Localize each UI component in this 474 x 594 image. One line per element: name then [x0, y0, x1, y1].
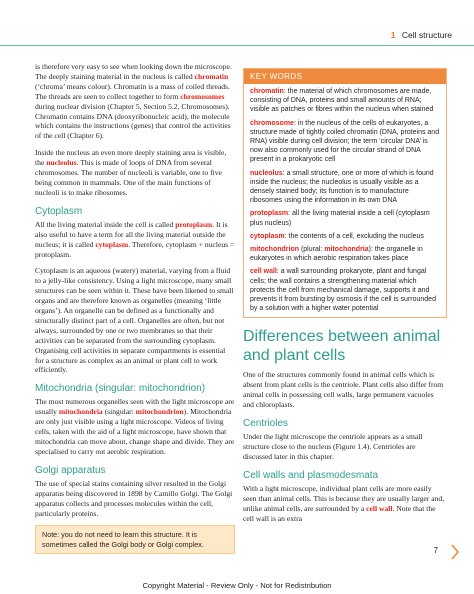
keyword-nucleolus: nucleolus: [46, 158, 77, 168]
keyword-cell-wall: cell wall: [366, 503, 393, 513]
heading-cytoplasm: Cytoplasm: [35, 205, 83, 217]
heading-mitochondria: Mitochondria (singular: mitochondrion): [35, 383, 206, 395]
chapter-number: 1: [390, 30, 396, 40]
paragraph-organelles: Cytoplasm is an aqueous (watery) material, varying from a fluid to a jelly-like consistency. Using a light microscope, many small structures can be seen within it. These have been likened to small organs and are therefore known as organelles (meaning ‘little organs’). An organelle can be defined as a functionally and structurally distinct part of a cell. Organelles are often, but not always, surrounded by one or two membranes so that their activities can be separated from the surrounding cytoplasm. Organising cell activities in separate compartments is essential for a structure as complex as an animal or plant cell to work efficiently.: [35, 266, 234, 375]
right-column: [243, 68, 445, 523]
page-number: 7: [433, 546, 438, 555]
note-label: Note:: [42, 530, 60, 540]
heading-differences: Differences between animal and plant cells: [243, 328, 441, 365]
keyword-entry: chromatin: the material of which chromosomes are made, consisting of DNA, proteins and small amounts of RNA; visible as patches or fibres within the nucleus when stained: [250, 88, 434, 114]
paragraph-cell-walls: With a light microscope, individual plant cells are more easily seen than animal cells. This is because they are usually larger and, unlike animal cells, are surrounded by a cell wall. Note that the cell wall is an extra: [243, 483, 445, 523]
paragraph-nucleolus: Inside the nucleus an even more deeply staining area is visible, the nucleolus. This is made of loops of DNA from several chromosomes. The number of nucleoli is variable, one to five being common in mammals. One of the main functions of nucleoli is to make ribosomes.: [35, 148, 227, 197]
chevron-right-icon[interactable]: [450, 544, 460, 560]
keyword-entry: protoplasm: all the living material inside a cell (cytoplasm plus nucleus): [250, 210, 430, 227]
paragraph-protoplasm: All the living material inside the cell is called protoplasm. It is also useful to have a term for all the living material outside the nucleus; it is called cytoplasm. Therefore, cytoplasm + nucleus = protoplasm.: [35, 219, 235, 259]
keyword-entry: cytoplasm: the contents of a cell, excluding the nucleus: [250, 232, 424, 240]
keyword-entry: mitochondrion (plural: mitochondria): the organelle in eukaryotes in which aerobic respiration takes place: [250, 246, 423, 263]
keyword-entry: chromosome: in the nucleus of the cells of eukaryotes, a structure made of tightly coiled chromatin (DNA, proteins and RNA) visible during cell division; the term ‘circular DNA’ is now also commonly used for the circular strand of DNA present in a prokaryotic cell: [250, 119, 440, 164]
keyword-protoplasm: protoplasm: [175, 219, 213, 229]
keyword-chromatin: chromatin: [194, 71, 229, 81]
keyword-mitochondria: mitochondria: [58, 407, 103, 417]
keyword-cytoplasm: cytoplasm: [95, 239, 129, 249]
note-box: Note: you do not need to learn this structure. It is sometimes called the Golgi body or Golgi complex.: [35, 525, 235, 554]
running-header: [391, 30, 452, 40]
heading-golgi: Golgi apparatus: [35, 464, 106, 476]
paragraph-centrioles: Under the light microscope the centriole appears as a small structure close to the nucleus (Figure 1.4). Centrioles are discussed later in this chapter.: [243, 432, 423, 461]
key-words-box: [243, 68, 447, 318]
copyright-footer: Copyright Material - Review Only - Not for Redistribution: [142, 581, 332, 590]
heading-centrioles: Centrioles: [243, 418, 289, 430]
key-words-title: KEY WORDS: [244, 69, 446, 84]
paragraph-mitochondria: The most numerous organelles seen with the light microscope are usually mitochondria (singular: mitochondrion). Mitochondria are only just visible using a light microscope. Videos of living cells, taken with the aid of a light microscope, have shown that mitochondria can move about, change shape and divide. They are specialised to carry out aerobic respiration.: [35, 397, 235, 456]
keyword-mitochondrion: mitochondrion: [135, 407, 184, 417]
heading-cell-walls: Cell walls and plasmodesmata: [243, 469, 379, 481]
keyword-chromosomes: chromosomes: [180, 91, 225, 101]
header-rule: [0, 45, 474, 46]
paragraph-differences: One of the structures commonly found in animal cells which is absent from plant cells is the centriole. Plant cells also differ from animal cells in possessing cell walls, large permanent vacuoles and chloroplasts.: [243, 370, 444, 410]
keyword-entry: cell wall: a wall surrounding prokaryote, plant and fungal cells; the wall contains a strengthening material which protects the cell from mechanical damage, supports it and prevents it from bursting by osmosis if the cell is surrounded by a solution with a higher water potential: [250, 268, 436, 313]
paragraph-chromatin: is therefore very easy to see when looking down the microscope. The deeply staining material in the nucleus is called chromatin (‘chroma’ means colour). Chromatin is a mass of coiled threads. The threads are seen to collect together to form chromosomes during nuclear division (Chapter 5, Section 5.2, Chromosomes). Chromatin contains DNA (deoxyribonucleic acid), the molecule which contains the instructions (genes) that control the activities of the cell (Chapter 6).: [35, 62, 232, 141]
left-column: [35, 62, 235, 554]
keyword-entry: nucleolus: a small structure, one or more of which is found inside the nucleus; the nucleolus is usually visible as a densely stained body; its function is to manufacture ribosomes using the information in its own DNA: [250, 169, 434, 205]
chapter-title: Cell structure: [401, 30, 452, 40]
paragraph-golgi: The use of special stains containing silver resulted in the Golgi apparatus being discovered in 1898 by Camillo Golgi. The Golgi apparatus collects and processes molecules within the cell, particularly proteins.: [35, 478, 233, 518]
